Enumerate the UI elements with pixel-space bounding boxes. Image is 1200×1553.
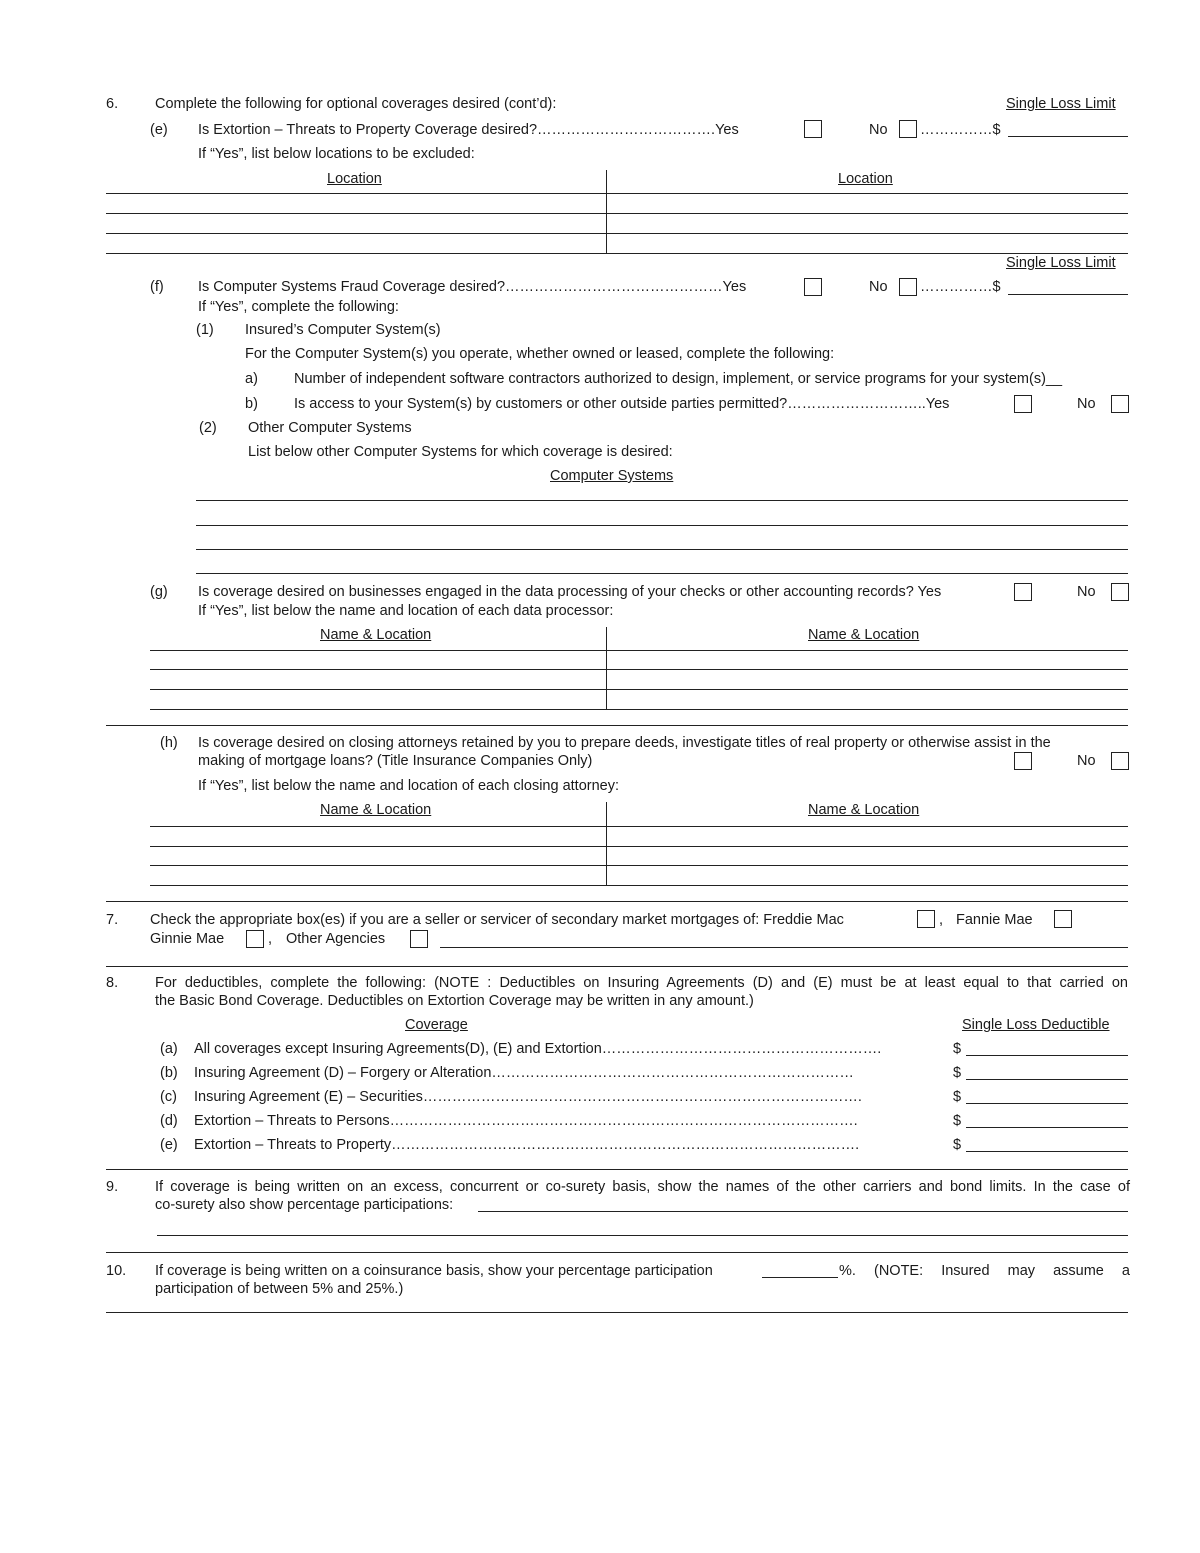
processor-table-divider xyxy=(606,627,607,709)
processor-row-line[interactable] xyxy=(150,669,1128,670)
deductible-row-dollar: $ xyxy=(953,1065,962,1081)
deductible-row-letter: (e) xyxy=(160,1137,178,1153)
item-f-no-label: No xyxy=(869,279,888,295)
computer-systems-row-line[interactable] xyxy=(196,573,1128,574)
item-f-b-label: b) xyxy=(245,396,258,412)
other-agencies-label: Other Agencies xyxy=(286,931,386,947)
attorney-row-line[interactable] xyxy=(150,826,1128,827)
computer-systems-row-line[interactable] xyxy=(196,549,1128,550)
computer-systems-row-line[interactable] xyxy=(196,525,1128,526)
item-g-letter: (g) xyxy=(150,584,168,600)
extortion-property-limit-field[interactable] xyxy=(1008,136,1128,137)
item-e-ifyes: If “Yes”, list below locations to be excluded: xyxy=(198,146,475,162)
deductible-row-dollar: $ xyxy=(953,1113,962,1129)
section-10-line1b: %. (NOTE: Insured may assume a xyxy=(839,1263,1130,1279)
outside-access-no-checkbox[interactable] xyxy=(1111,395,1129,413)
attorney-col-right: Name & Location xyxy=(808,802,920,818)
co-surety-field-continued[interactable] xyxy=(157,1235,1128,1236)
item-f-b-no-label: No xyxy=(1077,396,1096,412)
deductible-col-header: Single Loss Deductible xyxy=(962,1017,1110,1033)
section-7-line1: Check the appropriate box(es) if you are a seller or servicer of secondary market mortgages of: Freddie Mac xyxy=(150,912,844,928)
single-loss-limit-header-e: Single Loss Limit xyxy=(1006,96,1116,112)
deductible-row-text: Extortion – Threats to Property……………………………………………………………………………………. xyxy=(194,1137,860,1153)
section-divider xyxy=(106,1252,1128,1253)
item-f-p1-number: (1) xyxy=(196,322,214,338)
location-col-right: Location xyxy=(838,171,893,187)
item-h-letter: (h) xyxy=(160,735,178,751)
processor-col-right: Name & Location xyxy=(808,627,920,643)
section-7-number: 7. xyxy=(106,912,119,928)
section-6-number: 6. xyxy=(106,96,119,112)
closing-attorneys-no-checkbox[interactable] xyxy=(1111,752,1129,770)
item-f-p2-title: Other Computer Systems xyxy=(248,420,412,436)
deductible-row-dollar: $ xyxy=(953,1137,962,1153)
section-divider xyxy=(106,966,1128,967)
section-divider xyxy=(106,1312,1128,1313)
section-8-number: 8. xyxy=(106,975,119,991)
deductible-row-text: All coverages except Insuring Agreements(D), (E) and Extortion…………………………………………………. xyxy=(194,1041,882,1057)
section-6-intro: Complete the following for optional coverages desired (cont’d): xyxy=(155,96,557,112)
section-divider xyxy=(106,901,1128,902)
extortion-property-yes-checkbox[interactable] xyxy=(804,120,822,138)
attorney-row-line[interactable] xyxy=(150,865,1128,866)
extortion-property-no-checkbox[interactable] xyxy=(899,120,917,138)
item-e-dots-dollar: ……………$ xyxy=(920,122,1001,138)
item-f-b-text: Is access to your System(s) by customers or other outside parties permitted?………………………..Yes xyxy=(294,396,950,412)
item-f-p2-desc: List below other Computer Systems for which coverage is desired: xyxy=(248,444,673,460)
deductible-field[interactable] xyxy=(966,1079,1128,1080)
section-7-comma-freddie: , xyxy=(939,912,944,928)
processor-row-line[interactable] xyxy=(150,709,1128,710)
section-10-line1a: If coverage is being written on a coinsurance basis, show your percentage participation xyxy=(155,1263,713,1279)
item-f-dots-dollar: ……………$ xyxy=(920,279,1001,295)
item-g-no-label: No xyxy=(1077,584,1096,600)
item-f-p2-number: (2) xyxy=(199,420,217,436)
processor-col-left: Name & Location xyxy=(320,627,432,643)
deductible-row-text: Extortion – Threats to Persons……………………………………………………………………………………. xyxy=(194,1113,858,1129)
deductible-field[interactable] xyxy=(966,1055,1128,1056)
computer-fraud-no-checkbox[interactable] xyxy=(899,278,917,296)
section-9-line1: If coverage is being written on an excess, concurrent or co-surety basis, show the names of the other carriers and bond limits. In the case of xyxy=(155,1179,1130,1195)
item-e-letter: (e) xyxy=(150,122,168,138)
deductible-row-text: Insuring Agreement (E) – Securities………………………………………………………………………………. xyxy=(194,1089,862,1105)
closing-attorneys-yes-checkbox[interactable] xyxy=(1014,752,1032,770)
attorney-row-line[interactable] xyxy=(150,885,1128,886)
data-processing-no-checkbox[interactable] xyxy=(1111,583,1129,601)
section-8-line1: For deductibles, complete the following: (NOTE : Deductibles on Insuring Agreements (D) and (E) must be at least equal to that carried on xyxy=(155,975,1128,991)
attorney-table-divider xyxy=(606,802,607,885)
item-f-p1-desc: For the Computer System(s) you operate, whether owned or leased, complete the following: xyxy=(245,346,835,362)
other-agencies-checkbox[interactable] xyxy=(410,930,428,948)
fannie-mae-label: Fannie Mae xyxy=(956,912,1033,928)
section-divider xyxy=(106,725,1128,726)
deductible-row-dollar: $ xyxy=(953,1041,962,1057)
computer-fraud-yes-checkbox[interactable] xyxy=(804,278,822,296)
location-col-left: Location xyxy=(327,171,382,187)
computer-fraud-limit-field[interactable] xyxy=(1008,294,1128,295)
attorney-col-left: Name & Location xyxy=(320,802,432,818)
section-9-line2: co-surety also show percentage participations: xyxy=(155,1197,454,1213)
deductible-row-letter: (a) xyxy=(160,1041,178,1057)
deductible-field[interactable] xyxy=(966,1127,1128,1128)
section-9-number: 9. xyxy=(106,1179,119,1195)
section-10-number: 10. xyxy=(106,1263,127,1279)
location-row-line[interactable] xyxy=(106,233,1128,234)
other-agencies-field[interactable] xyxy=(440,947,1128,948)
attorney-row-line[interactable] xyxy=(150,846,1128,847)
ginnie-mae-label: Ginnie Mae xyxy=(150,931,225,947)
item-g-question: Is coverage desired on businesses engaged in the data processing of your checks or other accounting records? Yes xyxy=(198,584,942,600)
deductible-field[interactable] xyxy=(966,1151,1128,1152)
location-table-divider xyxy=(606,170,607,254)
item-g-ifyes: If “Yes”, list below the name and location of each data processor: xyxy=(198,603,614,619)
item-h-ifyes: If “Yes”, list below the name and location of each closing attorney: xyxy=(198,778,620,794)
processor-row-line[interactable] xyxy=(150,689,1128,690)
item-h-line1: Is coverage desired on closing attorneys retained by you to prepare deeds, investigate titles of real property or otherwise assist in the xyxy=(198,735,1051,751)
item-f-letter: (f) xyxy=(150,279,164,295)
location-row-line[interactable] xyxy=(106,253,1128,254)
single-loss-limit-header-f: Single Loss Limit xyxy=(1006,255,1116,271)
item-f-a-label: a) xyxy=(245,371,258,387)
item-e-question: Is Extortion – Threats to Property Coverage desired?……………………………….Yes xyxy=(198,122,739,138)
fannie-mae-checkbox[interactable] xyxy=(1054,910,1072,928)
coinsurance-percentage-field[interactable] xyxy=(762,1277,838,1278)
item-f-question: Is Computer Systems Fraud Coverage desired?………………………………………Yes xyxy=(198,279,747,295)
processor-row-line[interactable] xyxy=(150,650,1128,651)
item-f-p1-title: Insured’s Computer System(s) xyxy=(245,322,441,338)
computer-systems-row-line[interactable] xyxy=(196,500,1128,501)
co-surety-field[interactable] xyxy=(478,1211,1128,1212)
item-f-ifyes: If “Yes”, complete the following: xyxy=(198,299,399,315)
item-h-no-label: No xyxy=(1077,753,1096,769)
section-8-line2: the Basic Bond Coverage. Deductibles on Extortion Coverage may be written in any amount.) xyxy=(155,993,754,1009)
location-row-line[interactable] xyxy=(106,193,1128,194)
item-e-no-label: No xyxy=(869,122,888,138)
deductible-row-dollar: $ xyxy=(953,1089,962,1105)
deductible-row-letter: (c) xyxy=(160,1089,177,1105)
data-processing-yes-checkbox[interactable] xyxy=(1014,583,1032,601)
item-h-line2: making of mortgage loans? (Title Insurance Companies Only) xyxy=(198,753,593,769)
section-7-comma-ginnie: , xyxy=(268,931,273,947)
deductible-row-text: Insuring Agreement (D) – Forgery or Alteration………………………………………………………………… xyxy=(194,1065,854,1081)
computer-systems-col: Computer Systems xyxy=(550,468,674,484)
item-f-a-text: Number of independent software contractors authorized to design, implement, or service programs for your system(s)__ xyxy=(294,371,1063,387)
deductible-field[interactable] xyxy=(966,1103,1128,1104)
ginnie-mae-checkbox[interactable] xyxy=(246,930,264,948)
deductible-row-letter: (b) xyxy=(160,1065,178,1081)
location-row-line[interactable] xyxy=(106,213,1128,214)
coverage-col-header: Coverage xyxy=(405,1017,468,1033)
outside-access-yes-checkbox[interactable] xyxy=(1014,395,1032,413)
section-divider xyxy=(106,1169,1128,1170)
section-10-line2: participation of between 5% and 25%.) xyxy=(155,1281,404,1297)
deductible-row-letter: (d) xyxy=(160,1113,178,1129)
freddie-mac-checkbox[interactable] xyxy=(917,910,935,928)
